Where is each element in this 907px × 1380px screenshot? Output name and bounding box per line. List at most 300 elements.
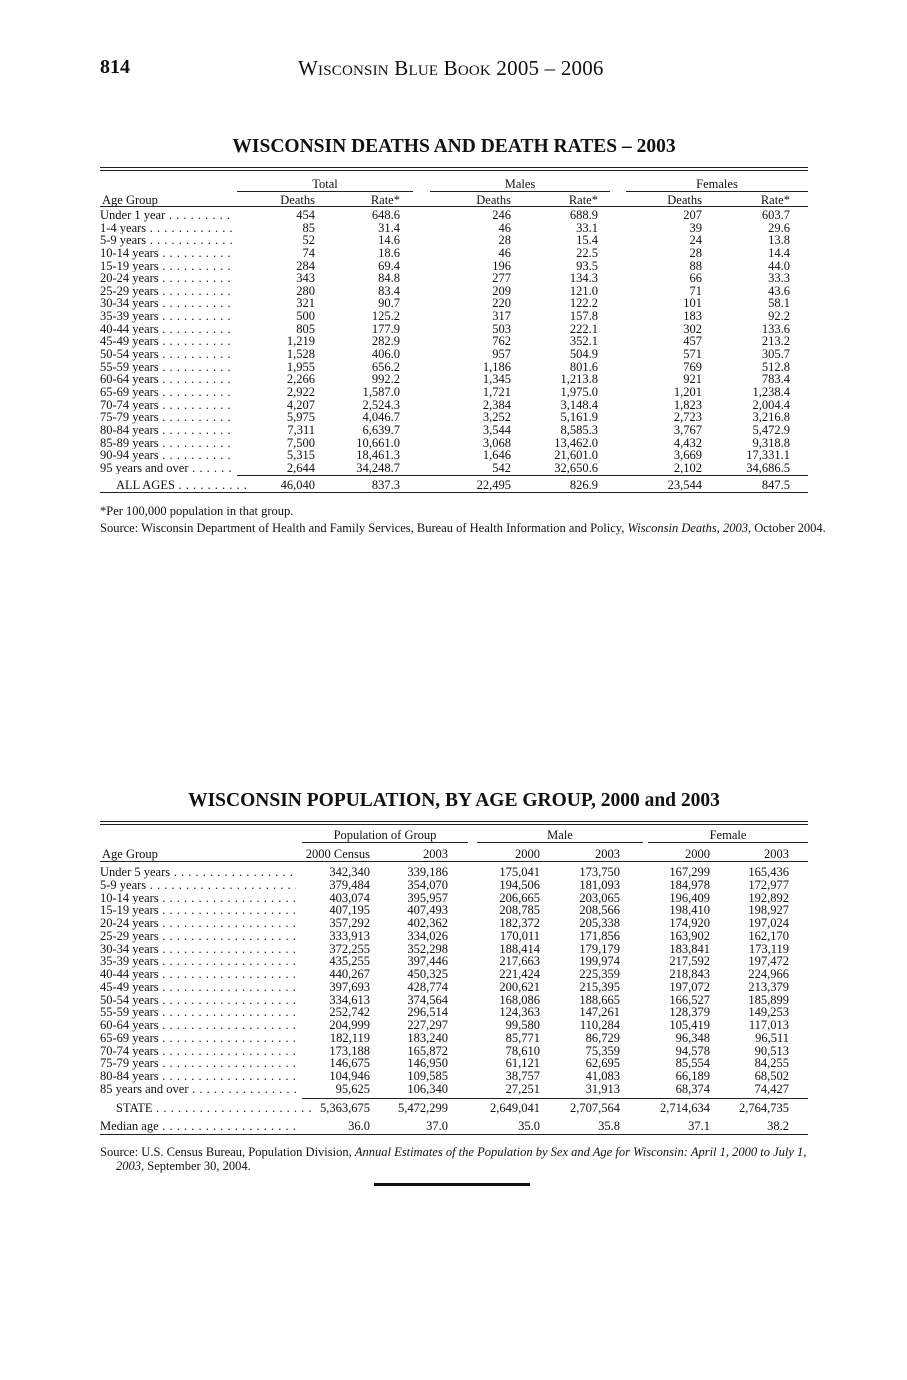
table-cell: 783.4 — [761, 372, 790, 387]
table-cell: 656.2 — [371, 359, 400, 374]
page-number: 814 — [100, 56, 130, 78]
table-cell: 192,892 — [748, 890, 789, 905]
table-cell: 204,999 — [329, 1018, 370, 1032]
table-cell: 197,072 — [669, 979, 710, 994]
age-group-label: 50-54 years . . . — [100, 348, 233, 361]
table-cell: 84,255 — [754, 1056, 789, 1071]
table-cell: 28 — [498, 233, 511, 248]
population-rows — [100, 866, 808, 1096]
running-title: Wisconsin Blue Book 2005 – 2006 — [298, 56, 604, 80]
table-cell: 167,299 — [669, 865, 710, 879]
state-rule — [302, 1098, 808, 1099]
table-cell: 163,902 — [669, 928, 710, 943]
table-cell: 34,686.5 — [746, 460, 790, 475]
table-cell: 74,427 — [754, 1081, 789, 1096]
table-cell: 96,511 — [755, 1030, 789, 1045]
total-rule — [237, 475, 808, 476]
table-cell: 354,070 — [407, 877, 448, 892]
table-cell: 18,461.3 — [356, 448, 400, 463]
table-cell: 1,721 — [482, 384, 511, 399]
end-rule — [374, 1183, 530, 1186]
table-cell: 71 — [689, 283, 702, 298]
table-cell: 352.1 — [569, 334, 598, 349]
table-cell: 1,823 — [673, 397, 702, 412]
table-cell: 33.1 — [576, 220, 598, 235]
table-cell: 85,554 — [675, 1056, 710, 1071]
column-header: 2000 — [685, 847, 710, 861]
table-cell: 372,255 — [329, 941, 370, 956]
table-cell: 46 — [498, 220, 511, 235]
deaths-total-row — [100, 478, 808, 492]
title-rule — [100, 167, 808, 171]
table-cell: 88 — [689, 258, 702, 273]
table-row — [100, 348, 808, 361]
table-cell: 435,255 — [329, 954, 370, 969]
table-cell: 2,764,735 — [739, 1101, 789, 1115]
column-header: Rate* — [568, 193, 598, 207]
table-cell: 2,384 — [482, 397, 511, 412]
table-row — [100, 1032, 808, 1045]
title-rule — [100, 821, 808, 825]
age-group-label: 85 years and over . . . — [100, 1083, 296, 1096]
table-cell: 179,179 — [579, 941, 620, 956]
table-cell: 133.6 — [761, 321, 790, 336]
age-group-label: 50-54 years . . . — [100, 994, 296, 1007]
table-cell: 101 — [683, 296, 702, 311]
column-header: 2003 — [764, 847, 789, 861]
population-state-row — [100, 1101, 808, 1115]
table-cell: 805 — [296, 321, 315, 336]
table-cell: 5,315 — [286, 448, 315, 463]
table-row — [100, 462, 808, 475]
table-cell: 379,484 — [329, 877, 370, 892]
table-cell: 215,395 — [579, 979, 620, 994]
table-cell: 1,186 — [482, 359, 511, 374]
table-cell: 35.8 — [598, 1119, 620, 1133]
age-group-label: 10-14 years . . . — [100, 247, 233, 260]
table-cell: 321 — [296, 296, 315, 311]
table-row — [100, 449, 808, 462]
table-cell: 826.9 — [569, 478, 598, 492]
table-row — [100, 1083, 808, 1096]
table-cell: 3,068 — [482, 435, 511, 450]
table-cell: 5,161.9 — [560, 410, 598, 425]
table-cell: 542 — [492, 460, 511, 475]
table-cell: 146,950 — [407, 1056, 448, 1071]
table-cell: 5,472,299 — [398, 1101, 448, 1115]
table-cell: 3,148.4 — [560, 397, 598, 412]
group-header-male: Male — [477, 828, 643, 843]
table-cell: 74 — [302, 245, 315, 260]
table-cell: 206,665 — [499, 890, 540, 905]
age-group-label: 70-74 years . . . — [100, 1045, 296, 1058]
table-cell: 23,544 — [667, 478, 702, 492]
table-cell: 402,362 — [407, 916, 448, 930]
table-cell: 503 — [492, 321, 511, 336]
table-cell: 246 — [492, 208, 511, 222]
table-cell: 173,119 — [748, 941, 789, 956]
table-cell: 450,325 — [407, 967, 448, 981]
population-table-title: WISCONSIN POPULATION, BY AGE GROUP, 2000 and 2003 — [188, 790, 720, 811]
table-cell: 18.6 — [378, 245, 400, 260]
table-row — [100, 310, 808, 323]
age-group-label: 25-29 years . . . — [100, 285, 233, 298]
table-cell: 648.6 — [371, 208, 400, 222]
age-group-label: 20-24 years . . . — [100, 917, 296, 930]
table-cell: 99,580 — [505, 1018, 540, 1032]
table-cell: 407,195 — [329, 903, 370, 918]
table-cell: 38.2 — [767, 1119, 789, 1133]
table-cell: 7,500 — [286, 435, 315, 450]
table-cell: 122.2 — [569, 296, 598, 311]
bottom-rule — [100, 1134, 808, 1135]
table-row — [100, 1019, 808, 1032]
table-cell: 334,613 — [329, 992, 370, 1007]
page-header — [100, 56, 820, 82]
group-header-males: Males — [430, 177, 610, 192]
bottom-rule — [100, 492, 808, 493]
table-cell: 173,188 — [329, 1043, 370, 1058]
table-cell: 128,379 — [669, 1005, 710, 1020]
table-cell: 90,513 — [754, 1043, 789, 1058]
age-group-label: 5-9 years . . . — [100, 879, 296, 892]
age-group-label: 30-34 years . . . — [100, 943, 296, 956]
table-cell: 171,856 — [579, 928, 620, 943]
table-cell: 182,119 — [329, 1030, 370, 1045]
table-cell: 397,693 — [329, 979, 370, 994]
column-header: 2000 Census — [305, 847, 370, 861]
table-cell: 440,267 — [329, 967, 370, 981]
age-group-label: 80-84 years . . . — [100, 424, 233, 437]
table-cell: 205,338 — [579, 916, 620, 930]
column-header: Deaths — [476, 193, 511, 207]
table-row — [100, 879, 808, 892]
table-cell: 196,409 — [669, 890, 710, 905]
table-cell: 571 — [683, 347, 702, 362]
table-cell: 24 — [689, 233, 702, 248]
table-cell: 352,298 — [407, 941, 448, 956]
population-source: Source: U.S. Census Bureau, Population Division, Annual Estimates of the Population by Sex and Age for Wisconsin: April 1, 2000 to July 1, 2003, September 30, 2004. — [100, 1145, 807, 1173]
table-cell: 921 — [683, 372, 702, 387]
table-cell: 801.6 — [569, 359, 598, 374]
table-cell: 22.5 — [576, 245, 598, 260]
table-cell: 280 — [296, 283, 315, 298]
table-cell: 406.0 — [371, 347, 400, 362]
table-cell: 2,922 — [286, 384, 315, 399]
age-group-label: 5-9 years . . . — [100, 234, 233, 247]
column-header: Rate* — [370, 193, 400, 207]
table-cell: 3,252 — [482, 410, 511, 425]
table-cell: 457 — [683, 334, 702, 349]
table-cell: 197,024 — [748, 916, 789, 930]
age-group-label: 20-24 years . . . — [100, 272, 233, 285]
table-cell: 603.7 — [761, 208, 790, 222]
table-cell: 2,524.3 — [362, 397, 400, 412]
table-cell: 221,424 — [499, 967, 540, 981]
table-cell: 37.0 — [426, 1119, 448, 1133]
table-cell: 96,348 — [675, 1030, 710, 1045]
table-cell: 225,359 — [579, 967, 620, 981]
deaths-table — [100, 136, 808, 492]
age-group-label: 55-59 years . . . — [100, 361, 233, 374]
table-cell: 62,695 — [585, 1056, 620, 1071]
table-cell: 504.9 — [569, 347, 598, 362]
table-cell: 1,646 — [482, 448, 511, 463]
table-cell: 1,219 — [286, 334, 315, 349]
table-cell: 68,502 — [754, 1069, 789, 1083]
table-row — [100, 272, 808, 285]
header-rule — [100, 206, 808, 207]
age-group-label: 70-74 years . . . — [100, 399, 233, 412]
table-cell: 66,189 — [675, 1069, 710, 1083]
table-cell: 175,041 — [499, 865, 540, 879]
table-cell: 9,318.8 — [752, 435, 790, 450]
table-cell: 200,621 — [499, 979, 540, 994]
age-group-label: 75-79 years . . . — [100, 411, 233, 424]
table-cell: 208,785 — [499, 903, 540, 918]
table-cell: 296,514 — [407, 1005, 448, 1020]
column-header: 2003 — [423, 847, 448, 861]
age-group-label: 40-44 years . . . — [100, 323, 233, 336]
table-row — [100, 1119, 808, 1133]
age-group-label: 30-34 years . . . — [100, 297, 233, 310]
table-cell: 4,432 — [673, 435, 702, 450]
table-cell: 2,723 — [673, 410, 702, 425]
table-cell: 121.0 — [569, 283, 598, 298]
age-group-label: 35-39 years . . . — [100, 955, 296, 968]
table-cell: 31,913 — [585, 1081, 620, 1096]
table-cell: 428,774 — [407, 979, 448, 994]
table-cell: 5,363,675 — [320, 1101, 370, 1115]
table-cell: 957 — [492, 347, 511, 362]
table-cell: 208,566 — [579, 903, 620, 918]
table-cell: 198,927 — [748, 903, 789, 918]
age-group-label: 95 years and over . . . — [100, 462, 233, 475]
column-header: Deaths — [280, 193, 315, 207]
table-cell: 181,093 — [579, 877, 620, 892]
table-cell: 168,086 — [499, 992, 540, 1007]
table-cell: 4,046.7 — [362, 410, 400, 425]
table-cell: 125.2 — [371, 309, 400, 324]
table-cell: 2,644 — [286, 460, 315, 475]
age-group-label: 85-89 years . . . — [100, 437, 233, 450]
table-cell: 188,414 — [499, 941, 540, 956]
table-cell: 3,544 — [482, 422, 511, 437]
table-cell: 166,527 — [669, 992, 710, 1007]
deaths-rows — [100, 209, 808, 474]
table-cell: 183,240 — [407, 1030, 448, 1045]
table-cell: 78,610 — [505, 1043, 540, 1058]
table-cell: 35.0 — [518, 1119, 540, 1133]
table-cell: 184,978 — [669, 877, 710, 892]
table-cell: 58.1 — [768, 296, 790, 311]
table-cell: 10,661.0 — [356, 435, 400, 450]
table-cell: 339,186 — [407, 865, 448, 879]
age-group-label: 35-39 years . . . — [100, 310, 233, 323]
table-cell: 2,004.4 — [752, 397, 790, 412]
table-row — [100, 478, 808, 492]
table-cell: 188,665 — [579, 992, 620, 1007]
table-row — [100, 424, 808, 437]
table-cell: 3,216.8 — [752, 410, 790, 425]
table-row — [100, 209, 808, 222]
population-table — [100, 790, 808, 1140]
table-cell: 454 — [296, 208, 315, 222]
table-cell: 4,207 — [286, 397, 315, 412]
table-row — [100, 981, 808, 994]
table-cell: 32,650.6 — [554, 460, 598, 475]
table-cell: 61,121 — [505, 1056, 540, 1071]
table-cell: 46,040 — [280, 478, 315, 492]
table-cell: 21,601.0 — [554, 448, 598, 463]
table-cell: 173,750 — [579, 865, 620, 879]
table-cell: 302 — [683, 321, 702, 336]
table-cell: 124,363 — [499, 1005, 540, 1020]
table-cell: 342,340 — [329, 865, 370, 879]
age-group-label: 65-69 years . . . — [100, 1032, 296, 1045]
table-cell: 837.3 — [371, 478, 400, 492]
group-header-females: Females — [626, 177, 808, 192]
age-group-header: Age Group — [102, 193, 158, 207]
table-cell: 2,102 — [673, 460, 702, 475]
table-cell: 5,472.9 — [752, 422, 790, 437]
table-cell: 194,506 — [499, 877, 540, 892]
table-cell: 374,564 — [407, 992, 448, 1007]
table-row — [100, 968, 808, 981]
table-cell: 177.9 — [371, 321, 400, 336]
header-rule — [100, 861, 808, 862]
table-cell: 165,872 — [407, 1043, 448, 1058]
age-group-label: Median age . . . — [100, 1119, 296, 1133]
table-cell: 284 — [296, 258, 315, 273]
age-group-label: 80-84 years . . . — [100, 1070, 296, 1083]
table-cell: 220 — [492, 296, 511, 311]
table-cell: 14.4 — [768, 245, 790, 260]
table-cell: 500 — [296, 309, 315, 324]
table-cell: 762 — [492, 334, 511, 349]
age-group-label: 25-29 years . . . — [100, 930, 296, 943]
table-cell: 52 — [302, 233, 315, 248]
group-header-population: Population of Group — [302, 828, 468, 843]
table-row — [100, 386, 808, 399]
table-cell: 5,975 — [286, 410, 315, 425]
table-cell: 28 — [689, 245, 702, 260]
table-cell: 183 — [683, 309, 702, 324]
table-cell: 172,977 — [748, 877, 789, 892]
table-cell: 3,767 — [673, 422, 702, 437]
table-cell: 213.2 — [761, 334, 790, 349]
column-header: 2003 — [595, 847, 620, 861]
table-cell: 403,074 — [329, 890, 370, 905]
table-cell: 992.2 — [371, 372, 400, 387]
table-cell: 198,410 — [669, 903, 710, 918]
table-cell: 104,946 — [329, 1069, 370, 1083]
deaths-source: Source: Wisconsin Department of Health and Family Services, Bureau of Health Information and Policy, Wisconsin Deaths, 2003, October 2004. — [100, 521, 826, 535]
table-cell: 90.7 — [378, 296, 400, 311]
table-cell: 44.0 — [768, 258, 790, 273]
table-cell: 218,843 — [669, 967, 710, 981]
table-row — [100, 930, 808, 943]
table-cell: 85,771 — [505, 1030, 540, 1045]
age-group-label: Under 1 year . . . — [100, 209, 233, 222]
table-cell: 174,920 — [669, 916, 710, 930]
table-cell: 317 — [492, 309, 511, 324]
age-group-label: 90-94 years . . . — [100, 449, 233, 462]
age-group-label: 60-64 years . . . — [100, 373, 233, 386]
table-cell: 68,374 — [675, 1081, 710, 1096]
table-cell: 1,975.0 — [560, 384, 598, 399]
table-cell: 217,592 — [669, 954, 710, 969]
table-cell: 109,585 — [407, 1069, 448, 1083]
table-cell: 36.0 — [348, 1119, 370, 1133]
table-row — [100, 1101, 808, 1115]
table-cell: 94,578 — [675, 1043, 710, 1058]
table-cell: 170,011 — [499, 928, 540, 943]
table-cell: 33.3 — [768, 271, 790, 286]
table-cell: 15.4 — [576, 233, 598, 248]
table-cell: 197,472 — [748, 954, 789, 969]
table-cell: 27,251 — [505, 1081, 540, 1096]
column-header: Deaths — [667, 193, 702, 207]
column-header: 2000 — [515, 847, 540, 861]
table-row — [100, 917, 808, 930]
table-cell: 110,284 — [579, 1018, 620, 1032]
age-group-label: 40-44 years . . . — [100, 968, 296, 981]
table-cell: 2,707,564 — [570, 1101, 620, 1115]
table-cell: 85 — [302, 220, 315, 235]
table-cell: 38,757 — [505, 1069, 540, 1083]
table-cell: 203,065 — [579, 890, 620, 905]
table-cell: 31.4 — [378, 220, 400, 235]
table-cell: 66 — [689, 271, 702, 286]
age-group-label: 45-49 years . . . — [100, 335, 233, 348]
table-cell: 282.9 — [371, 334, 400, 349]
table-cell: 277 — [492, 271, 511, 286]
table-cell: 3,669 — [673, 448, 702, 463]
table-cell: 75,359 — [585, 1043, 620, 1058]
table-cell: 1,345 — [482, 372, 511, 387]
age-group-label: 60-64 years . . . — [100, 1019, 296, 1032]
table-cell: 34,248.7 — [356, 460, 400, 475]
table-cell: 847.5 — [761, 478, 790, 492]
table-cell: 93.5 — [576, 258, 598, 273]
deaths-footnote: *Per 100,000 population in that group. — [100, 504, 294, 518]
table-cell: 343 — [296, 271, 315, 286]
table-cell: 2,649,041 — [490, 1101, 540, 1115]
table-cell: 117,013 — [748, 1018, 789, 1032]
table-cell: 95,625 — [335, 1081, 370, 1096]
table-cell: 86,729 — [585, 1030, 620, 1045]
table-cell: 2,714,634 — [660, 1101, 710, 1115]
table-cell: 224,966 — [748, 967, 789, 981]
table-cell: 407,493 — [407, 903, 448, 918]
table-cell: 13.8 — [768, 233, 790, 248]
table-cell: 199,974 — [579, 954, 620, 969]
table-cell: 14.6 — [378, 233, 400, 248]
table-cell: 182,372 — [499, 916, 540, 930]
column-header: Rate* — [760, 193, 790, 207]
table-cell: 8,585.3 — [560, 422, 598, 437]
table-cell: 252,742 — [329, 1005, 370, 1020]
age-group-label: 55-59 years . . . — [100, 1006, 296, 1019]
deaths-table-title: WISCONSIN DEATHS AND DEATH RATES – 2003 — [232, 136, 676, 157]
table-cell: 83.4 — [378, 283, 400, 298]
table-cell: 395,957 — [407, 890, 448, 905]
table-cell: 2,266 — [286, 372, 315, 387]
table-cell: 6,639.7 — [362, 422, 400, 437]
table-row — [100, 411, 808, 424]
table-cell: 92.2 — [768, 309, 790, 324]
